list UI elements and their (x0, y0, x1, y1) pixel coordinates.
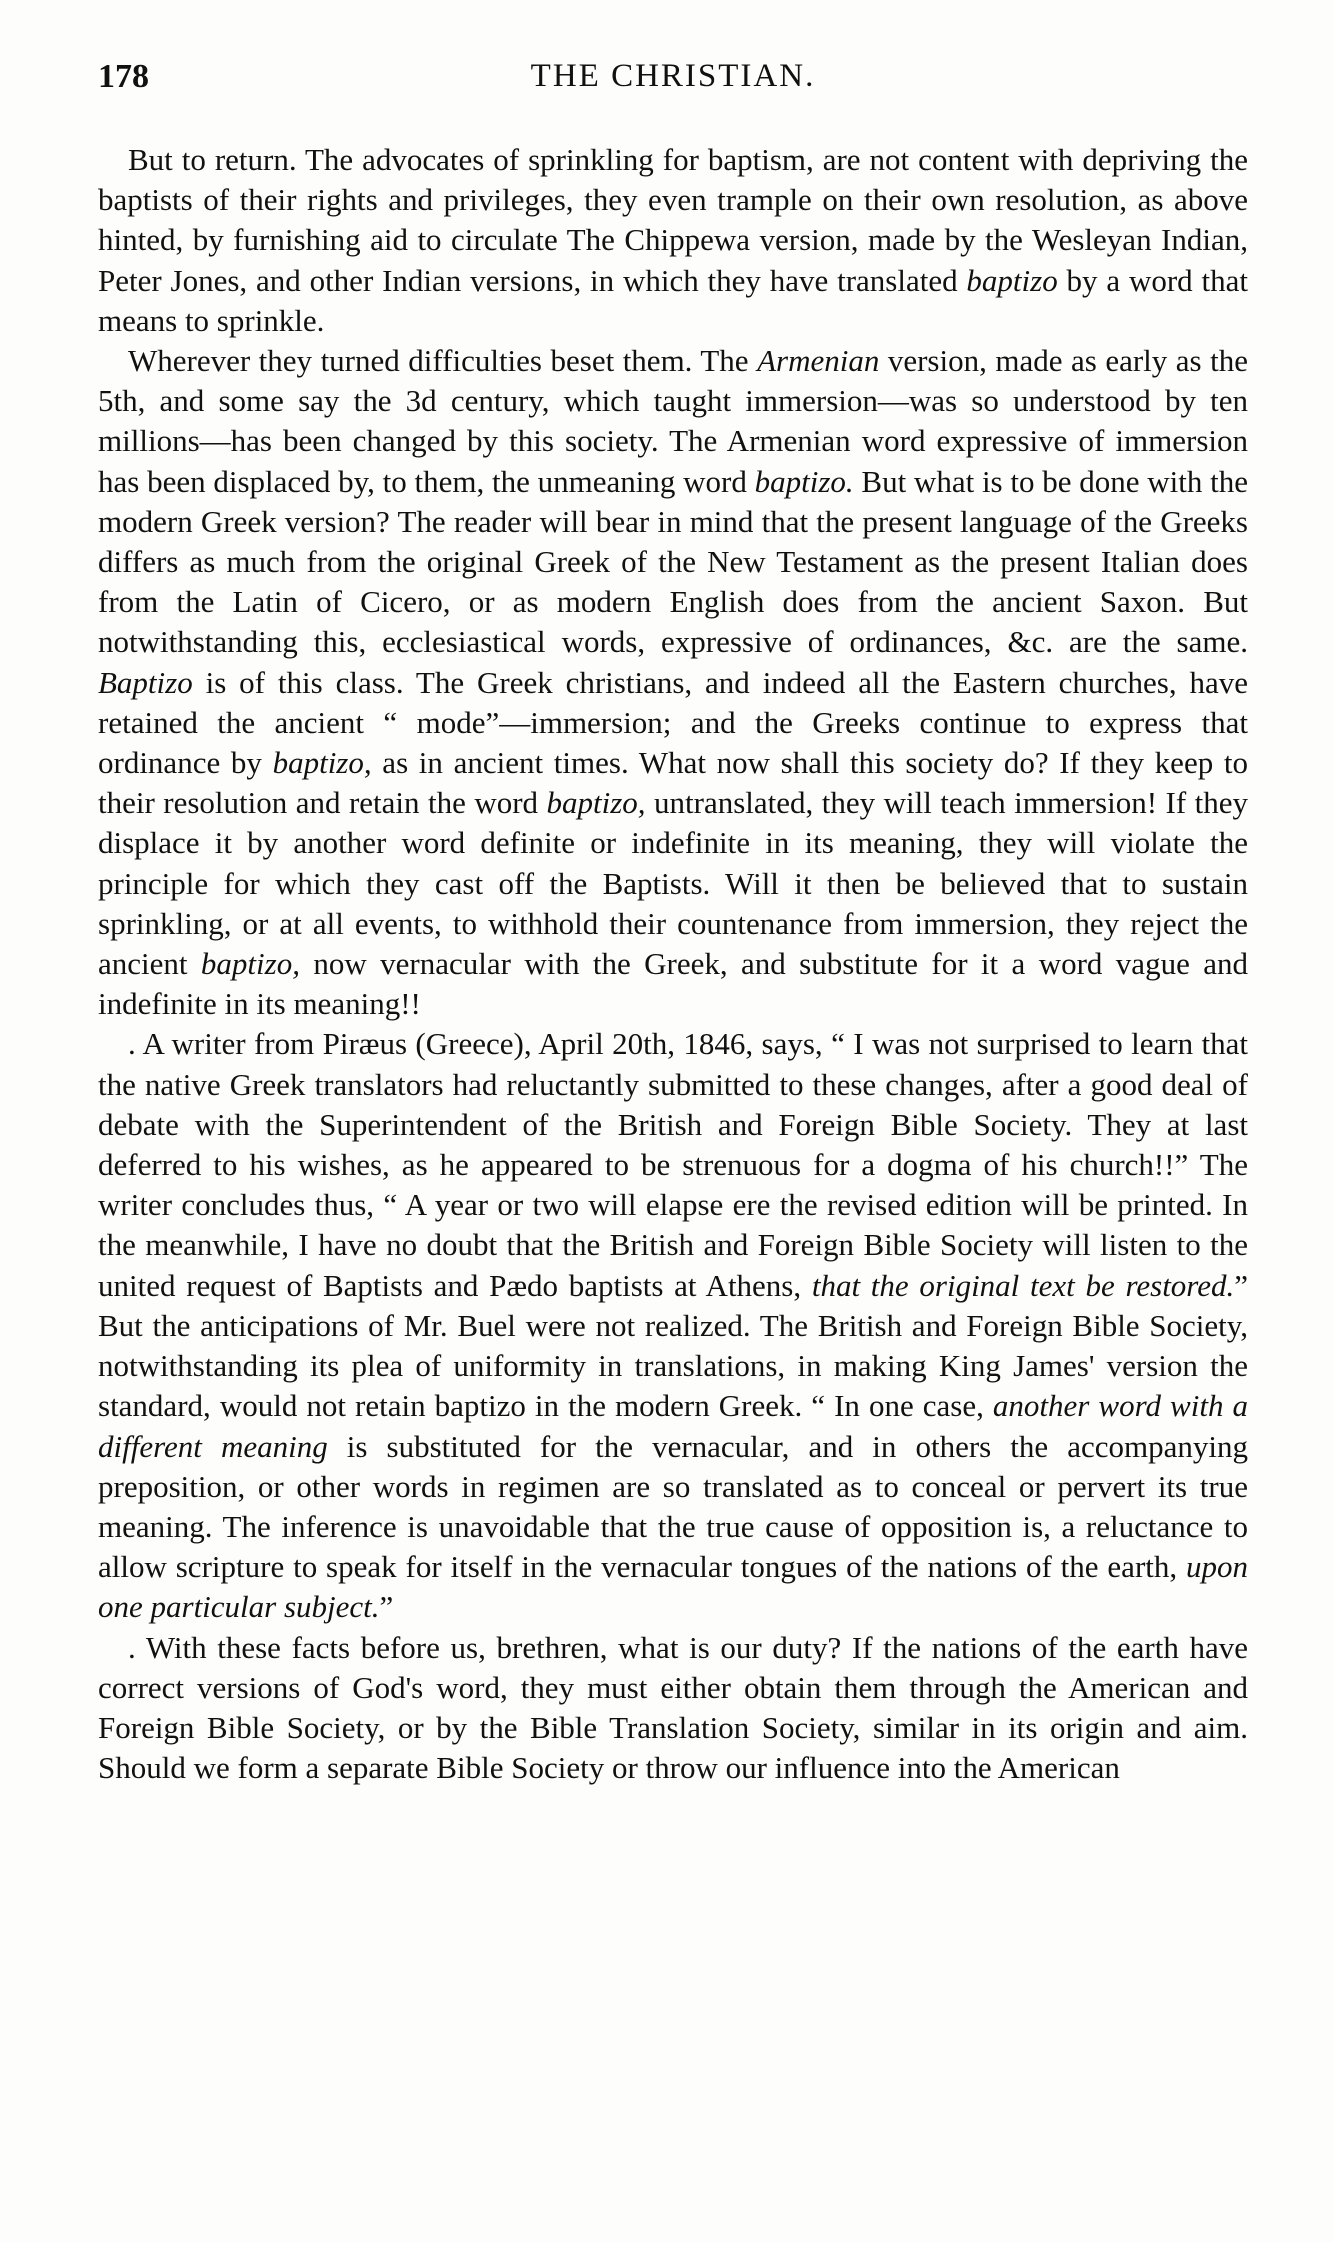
text-run: But to return. The advocates of sprinkling for baptism, are not content with depriving the baptists of their rights and privileges, they even trample on their own resolution, as above hinted, by furnishing aid to circulate The Chippewa version, made by the Wesleyan Indian, Peter Jones, and other Indian versions, in which they have translated (98, 142, 1248, 298)
italic-text: baptizo, (272, 745, 372, 781)
paragraph (98, 1024, 1248, 1627)
italic-text: baptizo. (754, 463, 854, 499)
italic-text: baptizo (966, 262, 1058, 298)
page-number: 178 (98, 58, 149, 95)
text-run: now vernacular with the Greek, and substitute for it a word vague and indefinite in its meaning!! (98, 946, 1248, 1022)
text-run: by a word that means to sprinkle. (98, 262, 1248, 338)
text-run: Wherever they turned difficulties beset them. The (128, 343, 758, 379)
paragraph (98, 1628, 1248, 1789)
text-run: untranslated, they will teach immersion! If they displace it by another word definite or indefinite in its meaning, they will violate the principle for which they cast off the Baptists. Will it then be believed that to sustain sprinkling, or at all events, to withhold their countenance from immersion, they reject the ancient (98, 785, 1249, 982)
italic-text: upon one particular subject. (98, 1549, 1248, 1625)
body-text (98, 140, 1248, 1788)
text-run: is substituted for the vernacular, and in others the accompanying preposition, or other words in regimen are so translated as to conceal or pervert its true meaning. The inference is unavoidable that the true cause of opposition is, a reluctance to allow scripture to speak for itself in the vernacular tongues of the nations of the earth, (98, 1428, 1248, 1585)
running-title: THE CHRISTIAN. (530, 58, 816, 94)
text-run: ” (379, 1589, 394, 1625)
italic-text: baptizo, (546, 785, 646, 821)
italic-text: baptizo, (200, 946, 300, 982)
text-run: version, made as early as the 5th, and some say the 3d century, which taught immersion—was so understood by ten millions—has been changed by this society. The Armenian word expressive of immersion has been displaced by, to them, the unmeaning word (98, 343, 1248, 499)
text-run: . With these facts before us, brethren, what is our duty? If the nations of the earth have correct versions of God's word, they must either obtain them through the American and Foreign Bible Society, or by the Bible Translation Society, similar in its origin and aim. Should we form a separate Bible Society or throw our influence into the American (98, 1629, 1248, 1786)
paragraph (98, 140, 1248, 341)
italic-text: Baptizo (98, 664, 193, 700)
page-header (98, 58, 1248, 108)
italic-text: another word with a different meaning (98, 1388, 1248, 1464)
italic-text: Armenian (757, 343, 880, 379)
text-run: as in ancient times. What now shall this society do? If they keep to their resolution and retain the word (98, 745, 1248, 821)
text-run: . A writer from Piræus (Greece), April 20th, 1846, says, “ I was not surprised to learn that the native Greek translators had reluctantly submitted to these changes, after a good deal of debate with the Superintendent of the British and Foreign Bible Society. They at last deferred to his wishes, as he appeared to be strenuous for a dogma of his church!!” The writer concludes thus, “ A year or two will elapse ere the revised edition will be printed. In the meanwhile, I have no doubt that the British and Foreign Bible Society will listen to the united request of Baptists and Pædo baptists at Athens, (98, 1026, 1248, 1303)
paragraph (98, 341, 1248, 1024)
text-run: But what is to be done with the modern Greek version? The reader will bear in mind that the present language of the Greeks differs as much from the original Greek of the New Testament as the present Italian does from the Latin of Cicero, or as modern English does from the ancient Saxon. But notwithstanding this, ecclesiastical words, expressive of ordinances, &c. are the same. (98, 463, 1248, 660)
text-run: ” But the anticipations of Mr. Buel were not realized. The British and Foreign Bible Society, notwithstanding its plea of uniformity in translations, in making King James' version the standard, would not retain baptizo in the modern Greek. “ In one case, (98, 1267, 1249, 1424)
text-run: is of this class. The Greek christians, and indeed all the Eastern churches, have retained the ancient “ mode”—immersion; and the Greeks continue to express that ordinance by (98, 664, 1248, 781)
italic-text: that the original text be restored. (811, 1267, 1235, 1303)
